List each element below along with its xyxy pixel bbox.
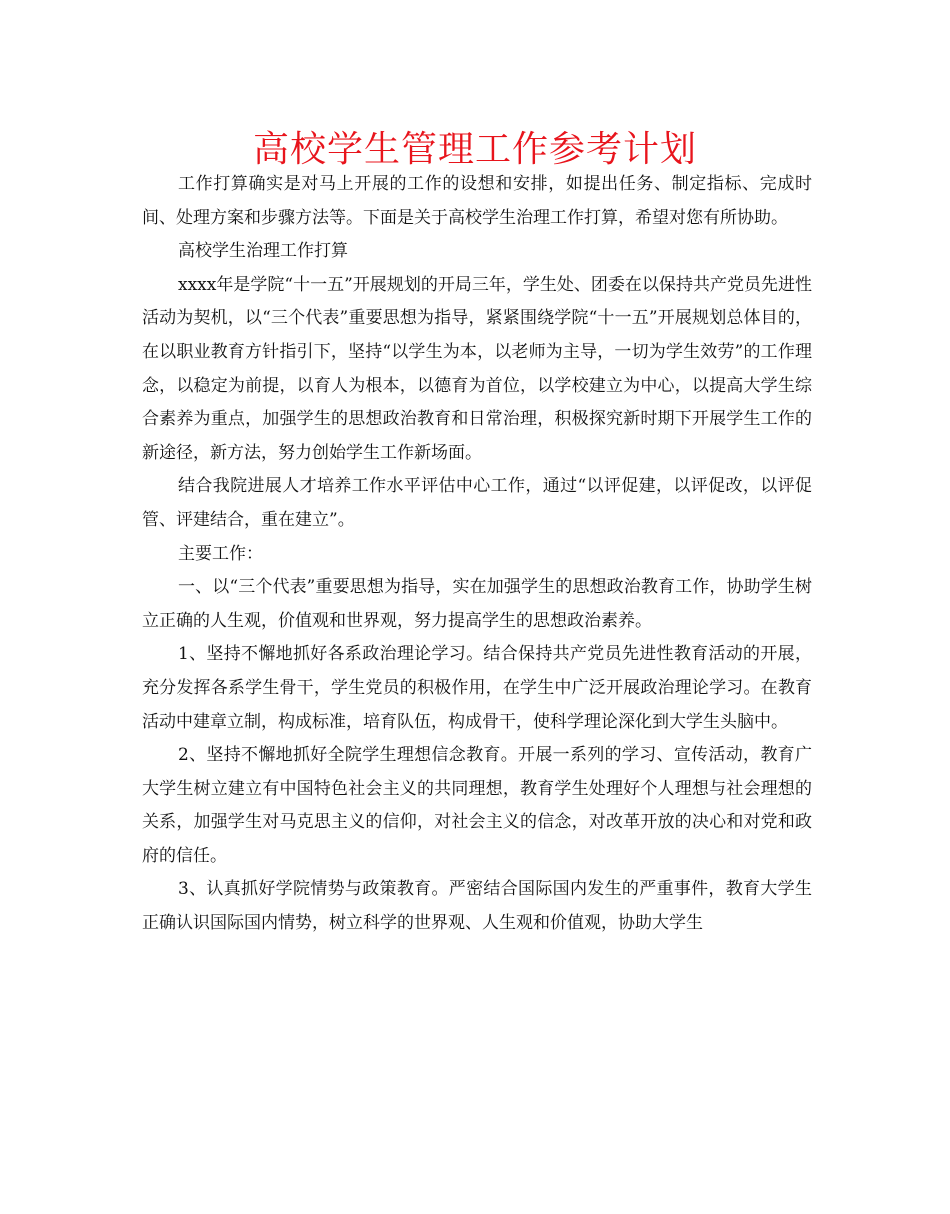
paragraph-overview: xxxx年是学院“十一五”开展规划的开局三年，学生处、团委在以保持共产党员先进性活动为契机，以“三个代表”重要思想为指导，紧紧围绕学院“十一五”开展规划总体目的，在以职业教育方针指引下，坚持“以学生为本，以老师为主导，一切为学生效劳”的工作理念，以稳定为前提，以育人为根本，以德育为首位，以学校建立为中心，以提高大学生综合素养为重点，加强学生的思想政治教育和日常治理，积极探究新时期下开展学生工作的新途径，新方法，努力创始学生工作新场面。	[142, 274, 812, 463]
document-title: 高校学生管理工作参考计划	[252, 129, 697, 170]
paragraph-section-one: 一、以“三个代表”重要思想为指导，实在加强学生的思想政治教育工作，协助学生树立正确的人生观，价值观和世界观，努力提高学生的思想政治素养。	[142, 577, 812, 631]
paragraph-main-work-heading: 主要工作：	[178, 543, 263, 564]
paragraph-evaluation: 结合我院进展人才培养工作水平评估中心工作，通过“以评促建，以评促改，以评促管、评建结合，重在建立”。	[142, 476, 812, 530]
paragraph-item-3: 3、认真抓好学院情势与政策教育。严密结合国际国内发生的严重事件，教育大学生正确认识国际国内情势，树立科学的世界观、人生观和价值观，协助大学生	[142, 879, 812, 934]
paragraph-item-2: 2、坚持不懈地抓好全院学生理想信念教育。开展一系列的学习、宣传活动，教育广大学生树立建立有中国特色社会主义的共同理想，教育学生处理好个人理想与社会理想的关系，加强学生对马克思主义的信仰，对社会主义的信念，对改革开放的决心和对党和政府的信任。	[142, 745, 812, 866]
paragraph-subtitle: 高校学生治理工作打算	[178, 241, 348, 262]
paragraph-intro: 工作打算确实是对马上开展的工作的设想和安排，如提出任务、制定指标、完成时间、处理方案和步骤方法等。下面是关于高校学生治理工作打算，希望对您有所协助。	[142, 174, 812, 228]
document-body	[142, 168, 812, 941]
paragraph-item-1: 1、坚持不懈地抓好各系政治理论学习。结合保持共产党员先进性教育活动的开展，充分发挥各系学生骨干，学生党员的积极作用，在学生中广泛开展政治理论学习。在教育活动中建章立制，构成标准，培育队伍，构成骨干，使科学理论深化到大学生头脑中。	[142, 644, 812, 732]
